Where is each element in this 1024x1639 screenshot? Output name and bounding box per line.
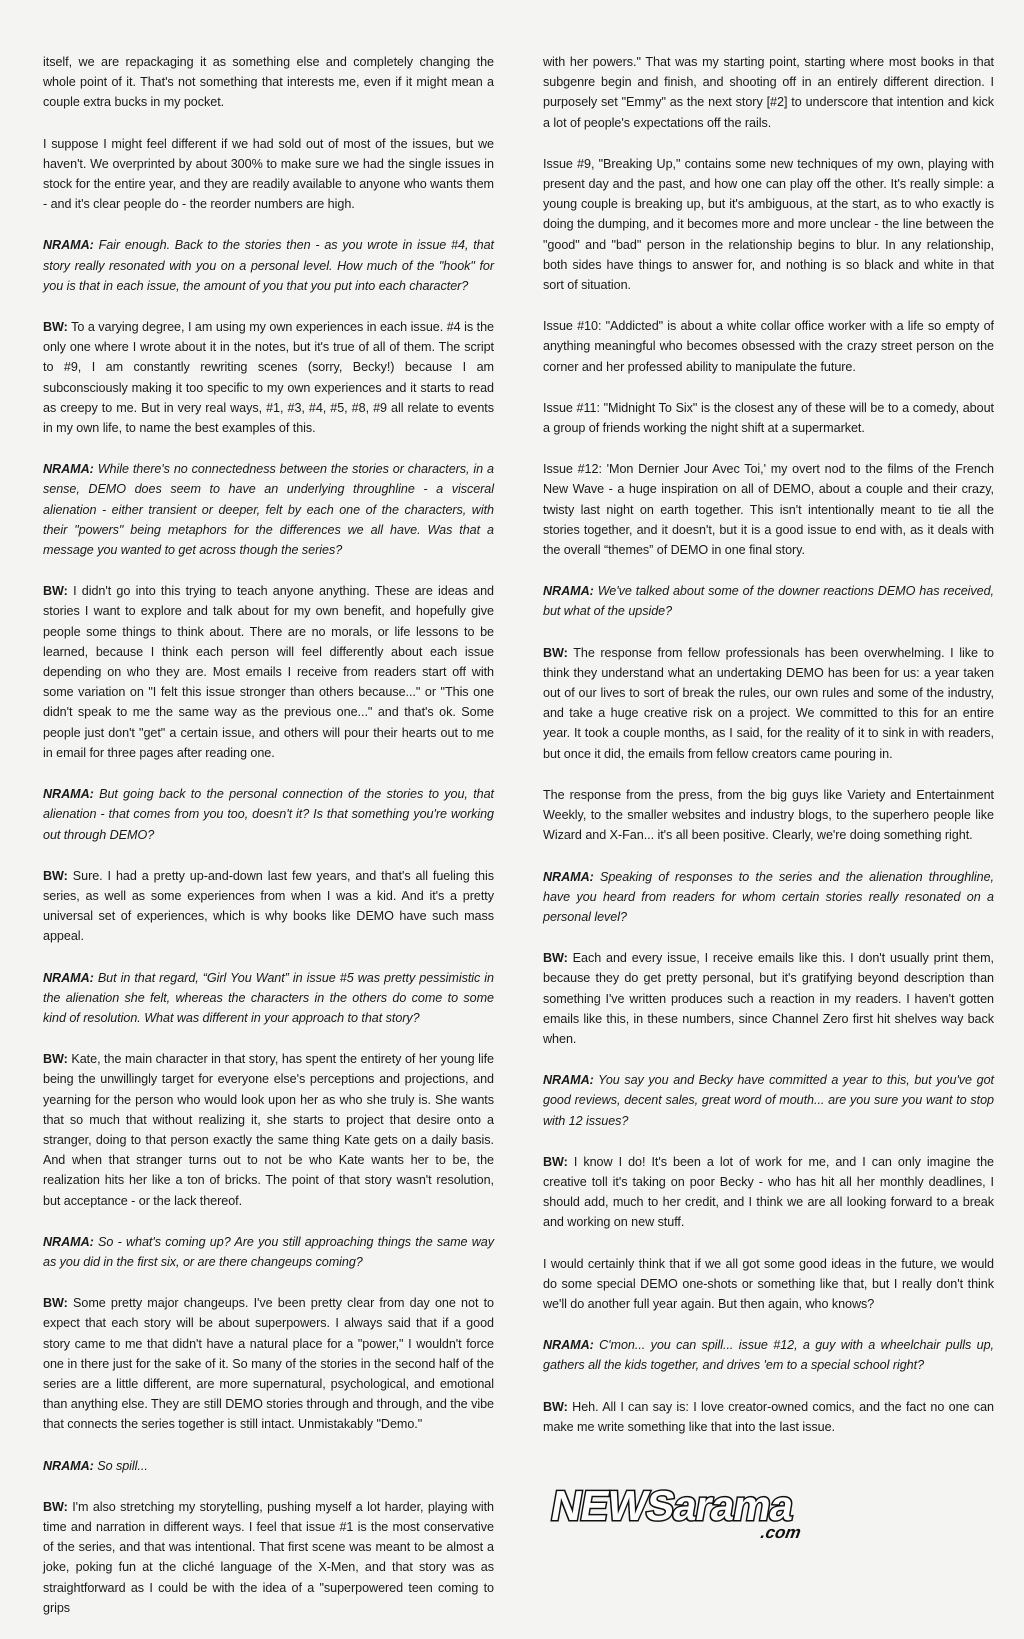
- speaker-label: BW:: [543, 645, 568, 660]
- interviewer-question: NRAMA: We've talked about some of the downer reactions DEMO has received, but what of the upside?: [543, 584, 995, 619]
- paragraph: I would certainly think that if we all got some good ideas in the future, we would do some special DEMO one-shots or something like that, but I really don't think we'll do another full year again. But then again, who knows?: [543, 1256, 994, 1311]
- speaker-label: NRAMA:: [43, 462, 94, 477]
- interviewer-question: NRAMA: But going back to the personal connection of the stories to you, that alienation - that comes from you too, doesn't it? Is that something you're working out through DEMO?: [43, 787, 494, 842]
- speaker-label: NRAMA:: [543, 869, 594, 884]
- speaker-label: NRAMA:: [543, 584, 594, 599]
- paragraph: The response from the press, from the big guys like Variety and Entertainment Weekly, to the smaller websites and industry blogs, to the superhero people like Wizard and X-Fan... it's all been positive. Clearly, we're doing something right.: [543, 787, 994, 843]
- speaker-label: BW:: [43, 1296, 68, 1311]
- paragraph: Issue #11: "Midnight To Six" is the closest any of these will be to a comedy, about a group of friends working the night shift at a supermarket.: [543, 400, 994, 436]
- interviewee-answer: BW: Kate, the main character in that story, has spent the entirety of her young life being the unwillingly target for everyone else's perceptions and projections, and yearning for the person who would look upon her as who she truly is. She wants that so much that without realizing it, she starts to project that desire onto a stranger, doing to that person exactly the same thing Kate gets on a daily basis. And when that stranger turns out to not be who Kate wants her to be, the realization hits her like a ton of bricks. The point of that story wasn't resolution, but acceptance - or the lack thereof.: [43, 1052, 495, 1208]
- paragraph: I suppose I might feel different if we had sold out of most of the issues, but we haven't. We overprinted by about 300% to make sure we had the single issues in stock for the entire year, and they are readily available to anyone who wants them - and it's clear people do - the reorder numbers are high.: [43, 136, 494, 212]
- interviewee-answer: BW: To a varying degree, I am using my own experiences in each issue. #4 is the only one where I wrote about it in the notes, but it's true of all of them. The script to #9, I am constantly rewriting scenes (sorry, Becky!) because I am subconsciously making it too specific to my own experiences and it starts to read as creepy to me. But in very real ways, #1, #3, #4, #5, #8, #9 all relate to events in my own life, to name the best examples of this.: [43, 320, 494, 436]
- right-column: [543, 52, 994, 1639]
- logo-domain-text: .com: [759, 1522, 803, 1542]
- speaker-label: NRAMA:: [43, 1234, 94, 1249]
- paragraph: with her powers." That was my starting point, starting where most books in that subgenre begin and finish, and shooting off in an entirely different direction. I purposely set "Emmy" as the next story [#2] to underscore that intention and kick a lot of people's expectations off the rails.: [543, 55, 994, 130]
- interviewer-question: NRAMA: Fair enough. Back to the stories then - as you wrote in issue #4, that story really resonated with you on a personal level. How much of the "hook" for you is that in each issue, the amount of you that you put into each character?: [43, 238, 494, 293]
- interviewee-answer: BW: Heh. All I can say is: I love creator-owned comics, and the fact no one can make me write something like that into the last issue.: [543, 1399, 995, 1434]
- interviewer-question: NRAMA: You say you and Becky have committed a year to this, but you've got good reviews, decent sales, great word of mouth... are you sure you want to stop with 12 issues?: [543, 1073, 994, 1128]
- paragraph: itself, we are repackaging it as something else and completely changing the whole point of it. That's not something that interests me, even if it might mean a couple extra bucks in my pocket.: [43, 55, 494, 110]
- speaker-label: BW:: [43, 1499, 68, 1514]
- newsarama-logo-graphic: [543, 1476, 843, 1546]
- speaker-label: NRAMA:: [543, 1073, 594, 1088]
- speaker-label: NRAMA:: [543, 1338, 594, 1353]
- speaker-label: NRAMA:: [43, 238, 94, 253]
- newsarama-logo: [543, 1476, 994, 1551]
- speaker-label: BW:: [43, 868, 68, 883]
- paragraph: Issue #10: "Addicted" is about a white collar office worker with a life so empty of anything meaningful who becomes obsessed with the crazy street person on the corner and her professed ability to manipulate the future.: [543, 319, 994, 374]
- interviewer-question: NRAMA: C'mon... you can spill... issue #12, a guy with a wheelchair pulls up, gathers all the kids together, and drives 'em to a special school right?: [543, 1338, 994, 1373]
- left-column: [43, 52, 494, 1639]
- interviewer-question: NRAMA: So spill...: [43, 1458, 148, 1473]
- speaker-label: NRAMA:: [43, 1458, 94, 1473]
- speaker-label: BW:: [43, 584, 68, 599]
- interviewer-question: NRAMA: So - what's coming up? Are you still approaching things the same way as you did in the first six, or are there changeups coming?: [43, 1234, 495, 1269]
- paragraph: Issue #9, "Breaking Up," contains some new techniques of my own, playing with present day and the past, and how one can play off the other. It's really simple: a young couple is breaking up, but it's ambiguous, at the start, as to who exactly is doing the dumping, and it becomes more and more unclear - the line between the "good" and "bad" person in the relationship begins to blur. In any relationship, both sides have things to answer for, and nothing is so black and white in that sort of situation.: [543, 156, 994, 293]
- logo-main-text: NEWSarama: [547, 1482, 797, 1529]
- speaker-label: NRAMA:: [43, 787, 94, 802]
- speaker-label: BW:: [43, 1052, 68, 1067]
- interviewer-question: NRAMA: Speaking of responses to the series and the alienation throughline, have you heard from readers for whom certain stories really resonated on a personal level?: [543, 869, 994, 924]
- interviewee-answer: BW: I didn't go into this trying to teach anyone anything. These are ideas and stories I want to explore and talk about for my own benefit, and hopefully give people some things to think about. There are no morals, or life lessons to be learned, because I think each person will feel differently about each issue depending on who they are. Most emails I receive from readers start off with some variation on "I felt this issue stronger than others because..." or "This one didn't speak to me the same way as the previous one..." and that's ok. Some people just don't "get" a certain issue, and others will pour their hearts out to me in email for three pages after reading one.: [43, 584, 494, 760]
- interviewee-answer: BW: Some pretty major changeups. I've been pretty clear from day one not to expect that each story will be about superpowers. I always said that if a good story came to me that didn't have a natural place for a "power," I wouldn't force one in there just for the sake of it. So many of the stories in the second half of the series are a little different, are more supernatural, psychological, and emotional than anything else. They are still DEMO stories through and through, and the vibe that connects the series together is still intact. Unmistakably "Demo.": [43, 1296, 494, 1432]
- speaker-label: BW:: [43, 320, 68, 335]
- speaker-label: BW:: [543, 1154, 568, 1169]
- speaker-label: BW:: [543, 1399, 568, 1414]
- interviewee-answer: BW: Sure. I had a pretty up-and-down last few years, and that's all fueling this series, as well as some experiences from when I was a kid. And it's a pretty universal set of experiences, which is why books like DEMO have such mass appeal.: [43, 868, 494, 944]
- interviewer-question: NRAMA: But in that regard, “Girl You Want” in issue #5 was pretty pessimistic in the alienation she felt, whereas the characters in the others do come to some kind of resolution. What was different in your approach to that story?: [43, 970, 495, 1025]
- paragraph: Issue #12: 'Mon Dernier Jour Avec Toi,' my overt nod to the films of the French New Wave - a huge inspiration on all of DEMO, about a couple and their crazy, twisty last night on earth together. This isn't intentionally meant to tie all the stories together, and it doesn't, but it is a good issue to end with, as it deals with the overall “themes” of DEMO in one final story.: [543, 462, 994, 558]
- speaker-label: BW:: [543, 951, 568, 966]
- interviewer-question: NRAMA: While there's no connectedness between the stories or characters, in a sense, DEMO does seem to have an underlying throughline - a visceral alienation - either transient or deeper, felt by each one of the characters, with their "powers" being metaphors for the differences we all have. Was that a message you wanted to get across though the series?: [43, 462, 494, 558]
- speaker-label: NRAMA:: [43, 970, 94, 985]
- interviewee-answer: BW: I know I do! It's been a lot of work for me, and I can only imagine the creative toll it's taking on poor Becky - who has hit all her monthly deadlines, I should add, much to her credit, and I think we are all looking forward to a break and working on new stuff.: [543, 1154, 995, 1230]
- interviewee-answer: BW: Each and every issue, I receive emails like this. I don't usually print them, because they do get pretty personal, but it's gratifying beyond description than something I've written produces such a reaction in my readers. I haven't gotten emails like this, in these numbers, since Channel Zero first hit shelves way back when.: [543, 951, 994, 1046]
- interviewee-answer: BW: I'm also stretching my storytelling, pushing myself a lot harder, playing with time and narration in different ways. I feel that issue #1 is the most conservative of the series, and that was intentional. That first scene was meant to be almost a joke, poking fun at the cliché language of the X-Men, and that story was as straightforward as I could be with the idea of a "superpowered teen coming to grips: [43, 1499, 494, 1615]
- interviewee-answer: BW: The response from fellow professionals has been overwhelming. I like to think they understand what an undertaking DEMO has been for us: a year taken out of our lives to sort of break the rules, our own rules and some of the industry, and take a huge creative risk on a project. We committed to this for an entire year. It took a couple months, as I said, for the reality of it to sink in with readers, but once it did, the emails from fellow creators came pouring in.: [543, 645, 994, 761]
